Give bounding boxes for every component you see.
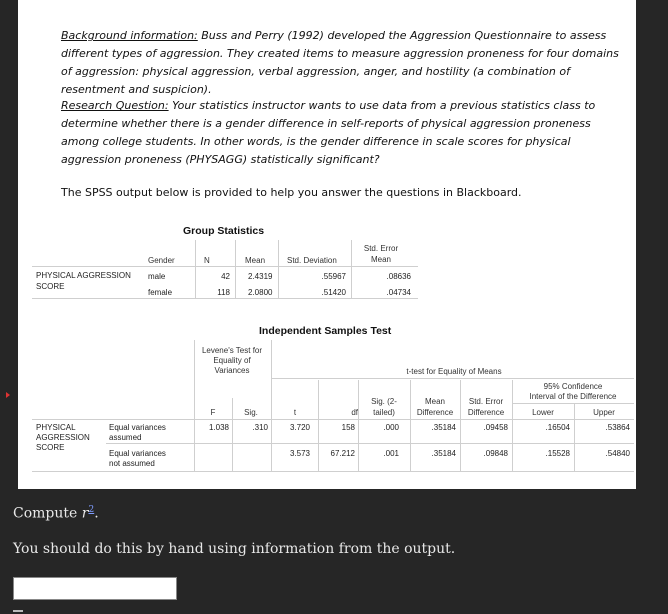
research-question-paragraph xyxy=(61,97,621,169)
it-cell-df: 158 xyxy=(341,423,355,432)
gs-header-sd: Std. Deviation xyxy=(287,256,337,265)
it-row-label-3: SCORE xyxy=(36,443,65,452)
background-text: Buss and Perry (1992) developed the Aggression Questionnaire to assess different types of aggression. They created items to measure aggression proneness for four domains of aggression: physical aggression, verbal aggression, anger, and hostility (a combination of resentment and suspicion). xyxy=(61,29,619,96)
it-cell-sed: .09848 xyxy=(483,449,508,458)
it-vsep-2 xyxy=(232,398,233,472)
levene-title-1: Levene's Test for xyxy=(201,346,263,355)
levene-title-3: Variances xyxy=(214,366,250,375)
it-header-sed-1: Std. Error xyxy=(468,397,504,406)
it-header-sig: Sig. xyxy=(244,408,258,417)
it-header-lower: Lower xyxy=(532,408,554,417)
it-cell-f: 1.038 xyxy=(208,423,229,432)
group-stats-title: Group Statistics xyxy=(183,225,265,237)
it-header-t: t xyxy=(293,408,297,417)
gs-cell-mean: 2.0800 xyxy=(248,288,273,297)
it-header-sig2-2: tailed) xyxy=(373,408,395,417)
levene-title-2: Equality of xyxy=(213,356,251,365)
ci-title-1: 95% Confidence xyxy=(543,382,603,391)
gs-header-se1: Std. Error xyxy=(363,244,399,253)
it-cell-df: 67.212 xyxy=(330,449,355,458)
it-cell-label: Equal variances xyxy=(109,449,166,458)
it-cell-upper: .54840 xyxy=(605,449,630,458)
it-cell-sig: .310 xyxy=(252,423,268,432)
compute-prefix: Compute xyxy=(13,505,82,522)
compute-suffix: . xyxy=(94,505,99,522)
gs-cell-se: .04734 xyxy=(386,288,411,297)
it-header-df: df xyxy=(351,408,358,417)
it-header-sed-2: Difference xyxy=(467,408,505,417)
background-paragraph xyxy=(61,27,621,99)
it-divider xyxy=(32,419,634,420)
compute-question xyxy=(13,505,99,522)
it-header-md-2: Difference xyxy=(416,408,454,417)
gs-row-label-1: PHYSICAL AGGRESSION xyxy=(36,271,131,280)
background-lead: Background information: xyxy=(61,29,198,42)
gs-bottom xyxy=(32,298,418,299)
gs-cell-gender: female xyxy=(148,288,173,297)
it-cell-lower: .15528 xyxy=(545,449,570,458)
it-cell-sig2: .000 xyxy=(383,423,399,432)
gs-vsep-2 xyxy=(235,240,236,299)
ttest-title: t-test for Equality of Means xyxy=(406,367,502,376)
spss-intro: The SPSS output below is provided to help you answer the questions in Blackboard. xyxy=(61,186,522,199)
it-cell-sig2: .001 xyxy=(383,449,399,458)
gs-cell-mean: 2.4319 xyxy=(248,272,273,281)
it-header-upper: Upper xyxy=(593,408,615,417)
gs-cell-sd: .55967 xyxy=(321,272,346,281)
gs-row-label-2: SCORE xyxy=(36,282,65,291)
answer-input[interactable] xyxy=(13,577,177,600)
ci-title-2: Interval of the Difference xyxy=(529,392,617,401)
gs-divider xyxy=(32,266,418,267)
gs-cell-se: .08636 xyxy=(386,272,411,281)
it-header-sig2-1: Sig. (2- xyxy=(371,397,397,406)
gs-header-n: N xyxy=(204,256,210,265)
question-card xyxy=(18,0,636,489)
it-header-f: F xyxy=(210,408,216,417)
research-text: Your statistics instructor wants to use data from a previous statistics class to determine whether there is a gender difference in self-reports of physical aggression proneness among college students. In other words, is the gender difference in scale scores for physical aggression proneness (PHYSAGG) statistically significant? xyxy=(61,99,596,166)
gs-header-mean: Mean xyxy=(245,256,266,265)
it-row-label-2: AGGRESSION xyxy=(36,433,90,442)
it-cell-t: 3.573 xyxy=(289,449,310,458)
it-header-md-1: Mean xyxy=(424,397,445,406)
it-vsep-9 xyxy=(574,404,575,472)
gs-vsep-3 xyxy=(278,240,279,299)
r-squared-symbol: r xyxy=(81,505,89,522)
gs-vsep-4 xyxy=(351,240,352,299)
it-row-label-1: PHYSICAL xyxy=(36,423,76,432)
research-lead: Research Question: xyxy=(61,99,169,112)
it-cell-label: Equal variances xyxy=(109,423,166,432)
it-cell-t: 3.720 xyxy=(289,423,310,432)
it-cell-label: assumed xyxy=(109,433,142,442)
it-cell-md: .35184 xyxy=(431,423,456,432)
it-vsep-1 xyxy=(194,340,195,472)
it-bottom xyxy=(32,471,634,472)
ind-test-title: Independent Samples Test xyxy=(259,325,392,337)
r-squared-exponent: 2 xyxy=(88,505,95,515)
it-cell-lower: .16504 xyxy=(545,423,570,432)
it-cell-sed: .09458 xyxy=(483,423,508,432)
it-row-divider xyxy=(106,443,634,444)
it-cell-md: .35184 xyxy=(431,449,456,458)
gs-header-gender: Gender xyxy=(148,256,175,265)
it-cell-upper: .53864 xyxy=(605,423,630,432)
it-cell-label: not assumed xyxy=(109,459,155,468)
bottom-fragment xyxy=(13,610,23,612)
gs-cell-sd: .51420 xyxy=(321,288,346,297)
ttest-title-rule xyxy=(272,378,634,379)
question-marker-icon xyxy=(6,392,10,398)
gs-cell-n: 42 xyxy=(221,272,230,281)
gs-header-se2: Mean xyxy=(370,255,391,264)
instruction-text: You should do this by hand using information from the output. xyxy=(13,541,456,557)
gs-cell-gender: male xyxy=(148,272,166,281)
ci-title-rule xyxy=(512,403,634,404)
gs-cell-n: 118 xyxy=(217,288,230,297)
